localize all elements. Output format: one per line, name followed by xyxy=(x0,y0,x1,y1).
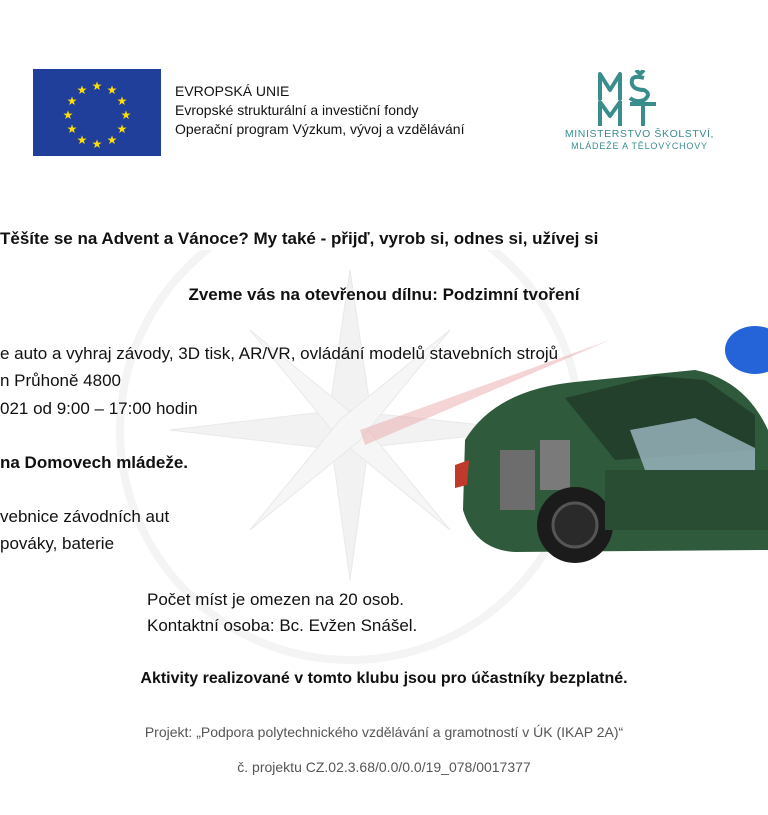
svg-text:★: ★ xyxy=(106,133,118,147)
subheadline: Zveme vás na otevřenou dílnu: Podzimní tvoření xyxy=(188,285,580,304)
msmt-name: MINISTERSTVO ŠKOLSTVÍ, xyxy=(564,128,715,140)
eu-funds: Evropské strukturální a investiční fondy xyxy=(175,102,419,118)
eu-text-block xyxy=(175,82,464,139)
svg-text:★: ★ xyxy=(66,122,78,136)
project-number: č. projektu CZ.02.3.68/0.0/0.0/19_078/0017377 xyxy=(237,759,531,775)
detail-activities: e auto a vyhraj závody, 3D tisk, AR/VR, ovládání modelů stavebních strojů xyxy=(0,344,559,363)
location-note: na Domovech mládeže. xyxy=(0,453,189,472)
eu-program: Operační program Výzkum, vývoj a vzdělávání xyxy=(175,121,465,137)
svg-text:★: ★ xyxy=(116,122,128,136)
svg-text:★: ★ xyxy=(66,94,78,108)
svg-text:★: ★ xyxy=(76,83,88,97)
capacity-note: Počet míst je omezen na 20 osob. xyxy=(147,590,405,609)
svg-text:★: ★ xyxy=(106,83,118,97)
svg-text:★: ★ xyxy=(62,108,74,122)
eu-flag-logo xyxy=(33,69,161,156)
headline: Těšíte se na Advent a Vánoce? My také - přijď, vyrob si, odnes si, užívej si xyxy=(0,229,599,248)
svg-text:★: ★ xyxy=(91,79,103,93)
project-name: Projekt: „Podpora polytechnického vzdělávání a gramotností v ÚK (IKAP 2A)“ xyxy=(144,724,624,740)
material-kits: vebnice závodních aut xyxy=(0,507,170,526)
contact-person: Kontaktní osoba: Bc. Evžen Snášel. xyxy=(147,616,418,635)
eu-title: EVROPSKÁ UNIE xyxy=(175,83,290,99)
detail-time: 021 od 9:00 – 17:00 hodin xyxy=(0,399,198,418)
svg-text:★: ★ xyxy=(91,137,103,151)
detail-address: n Průhoně 4800 xyxy=(0,371,121,390)
svg-text:★: ★ xyxy=(120,108,132,122)
svg-text:★: ★ xyxy=(76,133,88,147)
svg-text:★: ★ xyxy=(116,94,128,108)
msmt-subname: MLÁDEŽE A TĚLOVÝCHOVY xyxy=(571,141,708,151)
material-batteries: pováky, baterie xyxy=(0,534,115,553)
free-activities-note: Aktivity realizované v tomto klubu jsou pro účastníky bezplatné. xyxy=(140,670,628,687)
